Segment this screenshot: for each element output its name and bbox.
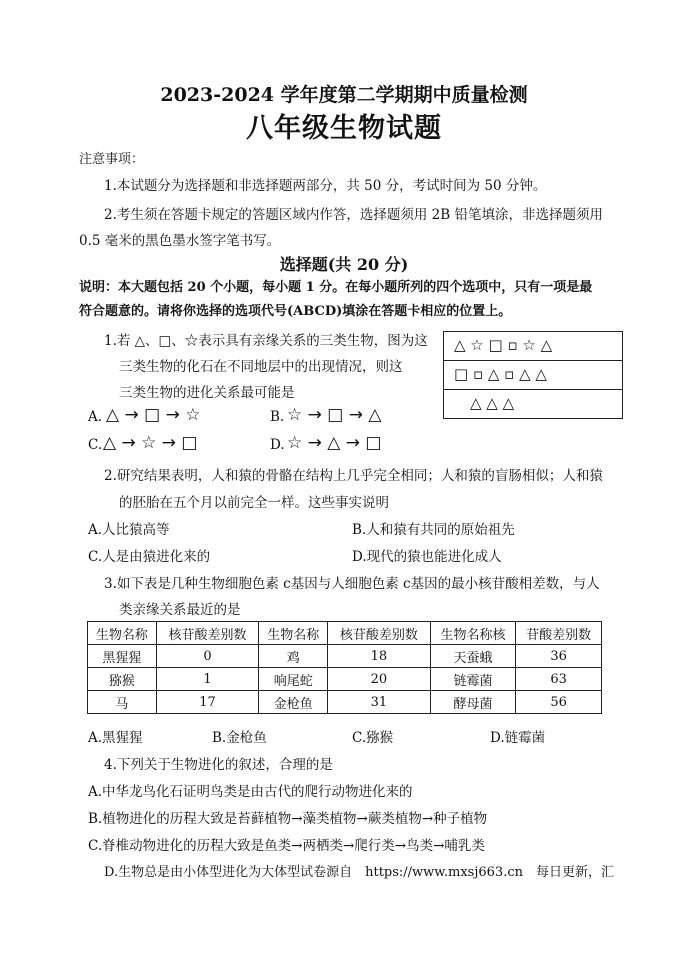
table-row	[88, 691, 602, 714]
q2-option-b: B.人和猿有共同的原始祖先	[352, 522, 515, 538]
q2-option-d: D.现代的猿也能进化成人	[352, 549, 502, 565]
table-header-cell: 生物名称	[88, 622, 157, 645]
q2-option-c: C.人是由猿进化来的	[88, 549, 211, 565]
table-cell: 17	[156, 691, 259, 714]
q1-option-c-label: C.	[88, 437, 103, 453]
notice-item-2-line2: 0.5 毫米的黑色墨水签字笔书写。	[79, 233, 281, 249]
q4-stem: 4.下列关于生物进化的叙述，合理的是	[104, 757, 333, 773]
notice-item-1: 1.本试题分为选择题和非选择题两部分，共 50 分，考试时间为 50 分钟。	[104, 178, 547, 194]
exam-subtitle: 八年级生物试题	[246, 113, 442, 144]
q4-option-c: C.脊椎动物进化的历程大致是鱼类→两栖类→爬行类→鸟类→哺乳类	[88, 838, 485, 854]
table-cell: 63	[516, 668, 602, 691]
q3-option-b: B.金枪鱼	[212, 730, 267, 746]
q1-option-a: △ → □ → ☆	[106, 405, 201, 425]
nucleotide-difference-table	[87, 621, 602, 714]
notice-heading: 注意事项：	[79, 152, 145, 167]
q4-option-b: B.植物进化的历程大致是苔藓植物→藻类植物→蕨类植物→种子植物	[88, 811, 488, 827]
table-row	[88, 668, 602, 691]
q2-stem-line2: 的胚胎在五个月以前完全一样。这些事实说明	[119, 495, 389, 511]
q1-stem-line3: 三类生物的进化关系最可能是	[119, 385, 295, 401]
table-cell: 猕猴	[88, 668, 157, 691]
q1-stem-line2: 三类生物的化石在不同地层中的出现情况，则这	[119, 359, 403, 375]
q1-option-d: ☆ → △ → □	[287, 433, 382, 453]
q3-stem-line1: 3.如下表是几种生物细胞色素 c基因与人细胞色素 c基因的最小核苷酸相差数，与人	[104, 576, 600, 592]
fossil-strata-diagram	[443, 331, 623, 419]
table-cell: 鸡	[259, 645, 328, 668]
table-cell: 36	[516, 645, 602, 668]
table-cell: 0	[156, 645, 259, 668]
table-cell: 18	[328, 645, 431, 668]
table-cell: 20	[328, 668, 431, 691]
stratum-layer-bottom: △ △ △	[470, 394, 515, 412]
q3-option-a: A.黑猩猩	[88, 730, 143, 746]
q1-option-d-label: D.	[270, 437, 285, 453]
q3-option-d: D.链霉菌	[490, 730, 546, 746]
q1-option-c: △ → ☆ → □	[103, 433, 198, 453]
table-header-row	[88, 622, 602, 645]
table-cell: 31	[328, 691, 431, 714]
q2-option-a: A.人比猿高等	[88, 522, 170, 538]
table-header-cell: 生物名称核	[430, 622, 516, 645]
table-cell: 马	[88, 691, 157, 714]
table-cell: 链霉菌	[430, 668, 516, 691]
table-cell: 响尾蛇	[259, 668, 328, 691]
table-cell: 黑猩猩	[88, 645, 157, 668]
table-cell: 56	[516, 691, 602, 714]
stratum-layer-middle: □ ▫ △ ▫ △ △	[454, 365, 547, 383]
q2-stem-line1: 2.研究结果表明，人和猿的骨骼在结构上几乎完全相同；人和猿的盲肠相似；人和猿	[104, 468, 603, 484]
q1-option-b-label: B.	[270, 409, 285, 425]
section-desc-line1: 说明：本大题包括 20 个小题，每小题 1 分。在每小题所列的四个选项中，只有一项是最	[79, 280, 593, 295]
table-cell: 1	[156, 668, 259, 691]
stratum-divider	[444, 360, 622, 361]
table-header-cell: 核苷酸差别数	[328, 622, 431, 645]
q4-option-a: A.中华龙鸟化石证明鸟类是由古代的爬行动物进化来的	[88, 784, 413, 800]
table-cell: 酵母菌	[430, 691, 516, 714]
q1-option-a-label: A.	[88, 409, 103, 425]
q3-option-c: C.猕猴	[352, 730, 394, 746]
table-cell: 金枪鱼	[259, 691, 328, 714]
section-title: 选择题(共 20 分)	[279, 255, 409, 274]
exam-title: 2023-2024 学年度第二学期期中质量检测	[160, 84, 528, 106]
table-header-cell: 生物名称	[259, 622, 328, 645]
notice-item-2-line1: 2.考生须在答题卡规定的答题区域内作答，选择题须用 2B 铅笔填涂，非选择题须用	[104, 207, 603, 223]
q1-stem-line1: 1.若 △、□、☆表示具有亲缘关系的三类生物，图为这	[104, 333, 428, 349]
stratum-layer-top: △ ☆ □ ▫ ☆ △	[454, 336, 553, 354]
q4-option-d: D.生物总是由小体型进化为大体型试卷源自 https://www.mxsj663.cn 每日更新，汇	[104, 865, 614, 880]
table-row	[88, 645, 602, 668]
q1-option-b: ☆ → □ → △	[287, 405, 382, 425]
table-header-cell: 苷酸差别数	[516, 622, 602, 645]
table-header-cell: 核苷酸差别数	[156, 622, 259, 645]
table-cell: 天蚕蛾	[430, 645, 516, 668]
q3-stem-line2: 类亲缘关系最近的是	[119, 602, 241, 618]
section-desc-line2: 符合题意的。请将你选择的选项代号(ABCD)填涂在答题卡相应的位置上。	[79, 304, 512, 319]
stratum-divider	[444, 389, 622, 390]
